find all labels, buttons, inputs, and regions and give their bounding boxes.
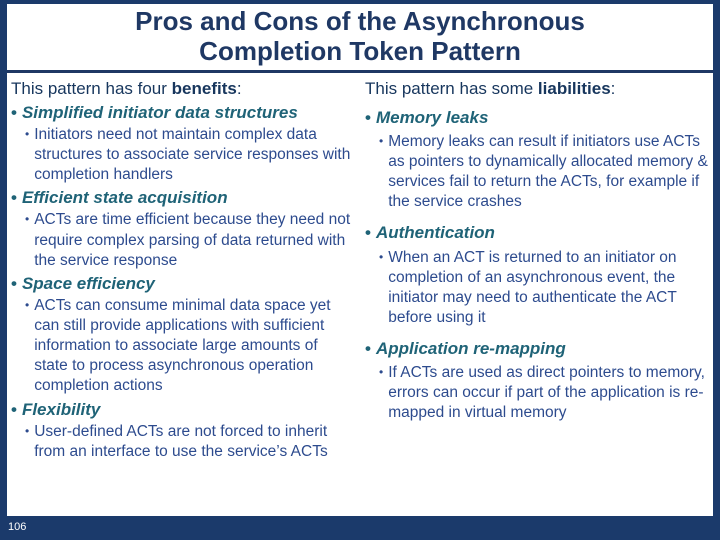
bullet-icon: • bbox=[11, 399, 17, 419]
liability-detail-text: Memory leaks can result if initiators use ACTs as pointers to dynamically allocated memory & services fail to return the ACTs, for example if the service crashes bbox=[388, 132, 708, 211]
bullet-icon: • bbox=[379, 365, 384, 380]
benefit-heading-text: Space efficiency bbox=[21, 273, 155, 293]
bullet-icon: • bbox=[365, 223, 371, 243]
benefit-heading bbox=[11, 102, 355, 124]
liability-heading-text: Application re-mapping bbox=[375, 339, 566, 359]
benefit-heading-text: Efficient state acquisition bbox=[21, 188, 228, 208]
benefit-heading bbox=[11, 399, 355, 421]
liability-heading bbox=[365, 338, 709, 360]
liability-detail bbox=[365, 363, 709, 423]
benefit-detail-text: ACTs can consume minimal data space yet can still provide applications with sufficient information to associate large amounts of state to process asynchronous operation completion actions bbox=[34, 296, 331, 395]
liability-item bbox=[365, 338, 709, 424]
bullet-icon: • bbox=[25, 212, 30, 227]
benefit-item bbox=[11, 399, 355, 462]
bullet-icon: • bbox=[379, 249, 384, 264]
benefit-detail-text: ACTs are time efficient because they need not require complex parsing of data returned with the service response bbox=[34, 211, 351, 269]
benefit-item bbox=[11, 187, 355, 271]
benefits-intro-prefix: This pattern has four bbox=[11, 78, 172, 98]
liability-item bbox=[365, 107, 709, 213]
bullet-icon: • bbox=[365, 107, 371, 127]
liability-heading bbox=[365, 222, 709, 244]
benefit-detail bbox=[11, 422, 355, 462]
benefit-heading-text: Flexibility bbox=[21, 399, 101, 419]
liability-item bbox=[365, 222, 709, 328]
liabilities-intro-suffix: : bbox=[610, 78, 616, 98]
benefit-item bbox=[11, 102, 355, 186]
benefit-detail-text: User-defined ACTs are not forced to inherit from an interface to use the service’s ACTs bbox=[34, 422, 328, 460]
benefits-column bbox=[11, 79, 355, 464]
benefit-heading bbox=[11, 187, 355, 209]
liabilities-intro-keyword: liabilities bbox=[537, 78, 611, 98]
benefits-intro bbox=[11, 79, 355, 99]
columns bbox=[7, 79, 713, 464]
liability-heading bbox=[365, 107, 709, 129]
slide-title: Pros and Cons of the Asynchronous Completion Token Pattern bbox=[135, 6, 585, 66]
bullet-icon: • bbox=[25, 423, 30, 438]
benefit-detail-text: Initiators need not maintain complex data structures to associate service responses with completion handlers bbox=[34, 125, 351, 184]
benefit-detail bbox=[11, 125, 355, 185]
benefit-item bbox=[11, 273, 355, 397]
bullet-icon: • bbox=[11, 102, 17, 122]
title-rule bbox=[7, 70, 713, 73]
benefits-intro-suffix: : bbox=[236, 78, 242, 98]
bullet-icon: • bbox=[365, 339, 371, 359]
page-number: 106 bbox=[8, 521, 27, 533]
liabilities-intro bbox=[365, 79, 709, 99]
bullet-icon: • bbox=[11, 273, 17, 293]
benefit-detail bbox=[11, 296, 355, 397]
liability-detail-text: When an ACT is returned to an initiator on completion of an asynchronous event, the initiator may need to authenticate the ACT before using it bbox=[388, 248, 677, 326]
benefit-detail bbox=[11, 210, 355, 270]
liabilities-intro-prefix: This pattern has some bbox=[365, 78, 538, 98]
liability-heading-text: Authentication bbox=[375, 223, 495, 243]
liabilities-column bbox=[365, 79, 709, 464]
bullet-icon: • bbox=[25, 297, 30, 312]
bullet-icon: • bbox=[379, 133, 384, 148]
benefit-heading-text: Simplified initiator data structures bbox=[21, 102, 298, 122]
liability-detail bbox=[365, 248, 709, 329]
liability-detail-text: If ACTs are used as direct pointers to memory, errors can occur if part of the application is re-mapped in virtual memory bbox=[388, 364, 705, 422]
benefit-heading bbox=[11, 273, 355, 295]
liability-heading-text: Memory leaks bbox=[375, 107, 489, 127]
liability-detail bbox=[365, 132, 709, 213]
bullet-icon: • bbox=[25, 126, 30, 141]
benefits-intro-keyword: benefits bbox=[171, 78, 237, 98]
bullet-icon: • bbox=[11, 188, 17, 208]
slide-content bbox=[7, 4, 713, 516]
